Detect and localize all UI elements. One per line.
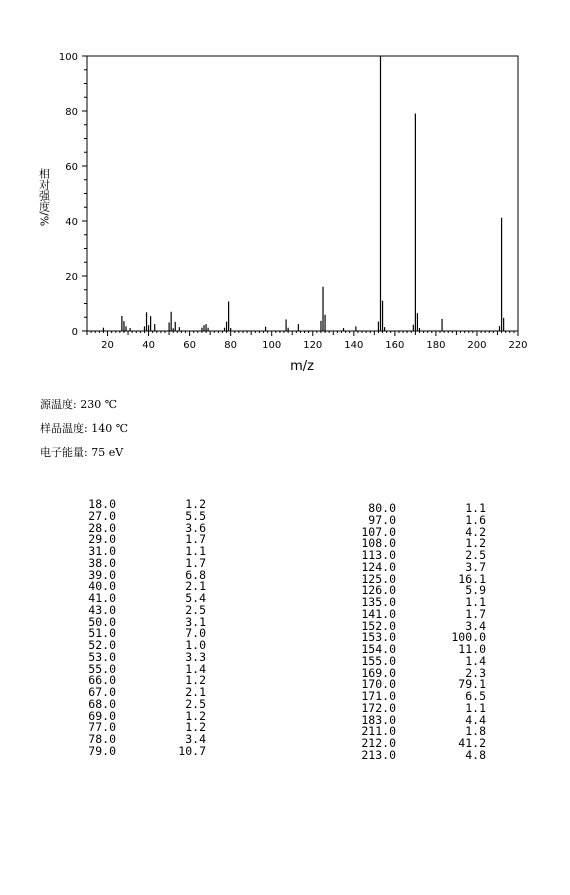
- mz-value: 40.0: [88, 579, 116, 594]
- y-axis-label: 相对强度/%: [37, 168, 51, 227]
- y-tick-label: 40: [65, 217, 78, 228]
- mz-value: 170.0: [361, 677, 396, 692]
- intensity-value: 2.1: [185, 685, 206, 699]
- intensity-value: 4.4: [465, 712, 486, 727]
- intensity-value: 3.4: [465, 618, 486, 633]
- intensity-value: 1.2: [185, 708, 206, 723]
- table-row: [60, 743, 220, 758]
- intensity-value: 5.9: [465, 583, 486, 598]
- mz-value: 125.0: [361, 571, 396, 586]
- mz-value: 67.0: [88, 685, 116, 699]
- x-tick-label: 60: [183, 340, 196, 351]
- mz-value: 212.0: [361, 736, 396, 750]
- intensity-value: 2.1: [185, 579, 206, 594]
- mz-value: 141.0: [361, 606, 396, 621]
- mz-value: 211.0: [361, 724, 396, 739]
- mz-value: 80.0: [368, 501, 396, 515]
- mz-value: 38.0: [88, 555, 116, 570]
- y-axis-ticks: [59, 52, 87, 338]
- intensity-value: 1.1: [465, 501, 486, 515]
- intensity-value: 1.7: [185, 555, 206, 570]
- mz-value: 113.0: [361, 548, 396, 562]
- y-tick-label: 20: [65, 272, 78, 283]
- intensity-value: 5.4: [185, 591, 206, 605]
- mz-value: 41.0: [88, 591, 116, 605]
- x-tick-label: 200: [467, 340, 487, 351]
- intensity-value: 11.0: [458, 642, 486, 656]
- x-axis-ticks: [87, 331, 528, 351]
- intensity-value: 1.7: [465, 606, 486, 621]
- intensity-value: 1.0: [185, 638, 206, 652]
- mz-value: 66.0: [88, 673, 116, 688]
- mz-value: 213.0: [361, 747, 396, 762]
- intensity-value: 2.5: [465, 548, 486, 562]
- intensity-value: 1.1: [465, 595, 486, 609]
- mz-value: 69.0: [88, 708, 116, 723]
- intensity-value: 41.2: [458, 736, 486, 750]
- table-row: [340, 747, 500, 762]
- x-axis-label: m/z: [290, 359, 314, 374]
- intensity-value: 1.2: [185, 720, 206, 735]
- mz-value: 28.0: [88, 520, 116, 535]
- electron-energy: 电子能量: 75 eV: [40, 446, 124, 459]
- intensity-value: 3.4: [185, 732, 206, 746]
- intensity-value: 2.5: [185, 696, 206, 711]
- mass-spectrum-chart: [0, 0, 570, 380]
- y-tick-label: 100: [58, 52, 78, 63]
- x-tick-label: 100: [262, 340, 282, 351]
- intensity-value: 10.7: [178, 743, 206, 758]
- intensity-value: 6.8: [185, 567, 206, 582]
- mz-value: 171.0: [361, 689, 396, 703]
- intensity-value: 100.0: [451, 630, 486, 645]
- mz-value: 77.0: [88, 720, 116, 735]
- mz-value: 68.0: [88, 696, 116, 711]
- intensity-value: 1.4: [185, 661, 206, 676]
- peak-table-right: [340, 503, 500, 762]
- peak-table-left: [60, 499, 220, 758]
- mz-value: 135.0: [361, 595, 396, 609]
- intensity-value: 1.2: [465, 536, 486, 551]
- intensity-value: 6.5: [465, 689, 486, 703]
- intensity-value: 1.7: [185, 532, 206, 547]
- mz-value: 43.0: [88, 602, 116, 617]
- mz-value: 97.0: [368, 512, 396, 527]
- mz-value: 53.0: [88, 649, 116, 664]
- mz-value: 126.0: [361, 583, 396, 598]
- intensity-value: 3.7: [465, 559, 486, 574]
- intensity-value: 1.1: [465, 700, 486, 715]
- source-temperature: 源温度: 230 ℃: [40, 398, 117, 411]
- intensity-value: 3.3: [185, 649, 206, 664]
- intensity-value: 1.8: [465, 724, 486, 739]
- intensity-value: 3.1: [185, 614, 206, 629]
- mz-value: 52.0: [88, 638, 116, 652]
- intensity-value: 2.3: [465, 665, 486, 680]
- x-tick-label: 20: [101, 340, 114, 351]
- sample-temperature: 样品温度: 140 ℃: [40, 422, 128, 435]
- mz-value: 18.0: [88, 497, 116, 511]
- x-tick-label: 40: [142, 340, 155, 351]
- mz-value: 51.0: [88, 626, 116, 641]
- y-tick-label: 0: [71, 327, 78, 338]
- mz-value: 78.0: [88, 732, 116, 746]
- spectrum-peaks: [103, 56, 503, 331]
- mz-value: 107.0: [361, 524, 396, 539]
- intensity-value: 1.2: [185, 673, 206, 688]
- intensity-value: 3.6: [185, 520, 206, 535]
- mz-value: 172.0: [361, 700, 396, 715]
- mz-value: 29.0: [88, 532, 116, 547]
- mz-value: 79.0: [88, 743, 116, 758]
- intensity-value: 16.1: [458, 571, 486, 586]
- intensity-value: 4.8: [465, 747, 486, 762]
- x-tick-label: 140: [344, 340, 364, 351]
- mz-value: 108.0: [361, 536, 396, 551]
- mz-value: 152.0: [361, 618, 396, 633]
- mz-value: 183.0: [361, 712, 396, 727]
- x-tick-label: 160: [385, 340, 405, 351]
- mz-value: 124.0: [361, 559, 396, 574]
- y-tick-label: 60: [65, 162, 78, 173]
- x-tick-label: 120: [303, 340, 323, 351]
- mz-value: 50.0: [88, 614, 116, 629]
- plot-frame: [87, 56, 518, 331]
- intensity-value: 1.1: [185, 544, 206, 558]
- intensity-value: 7.0: [185, 626, 206, 641]
- mz-value: 27.0: [88, 508, 116, 523]
- mz-value: 39.0: [88, 567, 116, 582]
- intensity-value: 79.1: [458, 677, 486, 692]
- mz-value: 55.0: [88, 661, 116, 676]
- x-tick-label: 180: [426, 340, 446, 351]
- mz-value: 31.0: [88, 544, 116, 558]
- x-tick-label: 220: [508, 340, 528, 351]
- intensity-value: 5.5: [185, 508, 206, 523]
- intensity-value: 1.2: [185, 497, 206, 511]
- intensity-value: 1.4: [465, 653, 486, 668]
- mz-value: 153.0: [361, 630, 396, 645]
- intensity-value: 2.5: [185, 602, 206, 617]
- y-tick-label: 80: [65, 107, 78, 118]
- intensity-value: 1.6: [465, 512, 486, 527]
- mz-value: 154.0: [361, 642, 396, 656]
- mz-value: 169.0: [361, 665, 396, 680]
- x-tick-label: 80: [224, 340, 238, 351]
- mz-value: 155.0: [361, 653, 396, 668]
- intensity-value: 4.2: [465, 524, 486, 539]
